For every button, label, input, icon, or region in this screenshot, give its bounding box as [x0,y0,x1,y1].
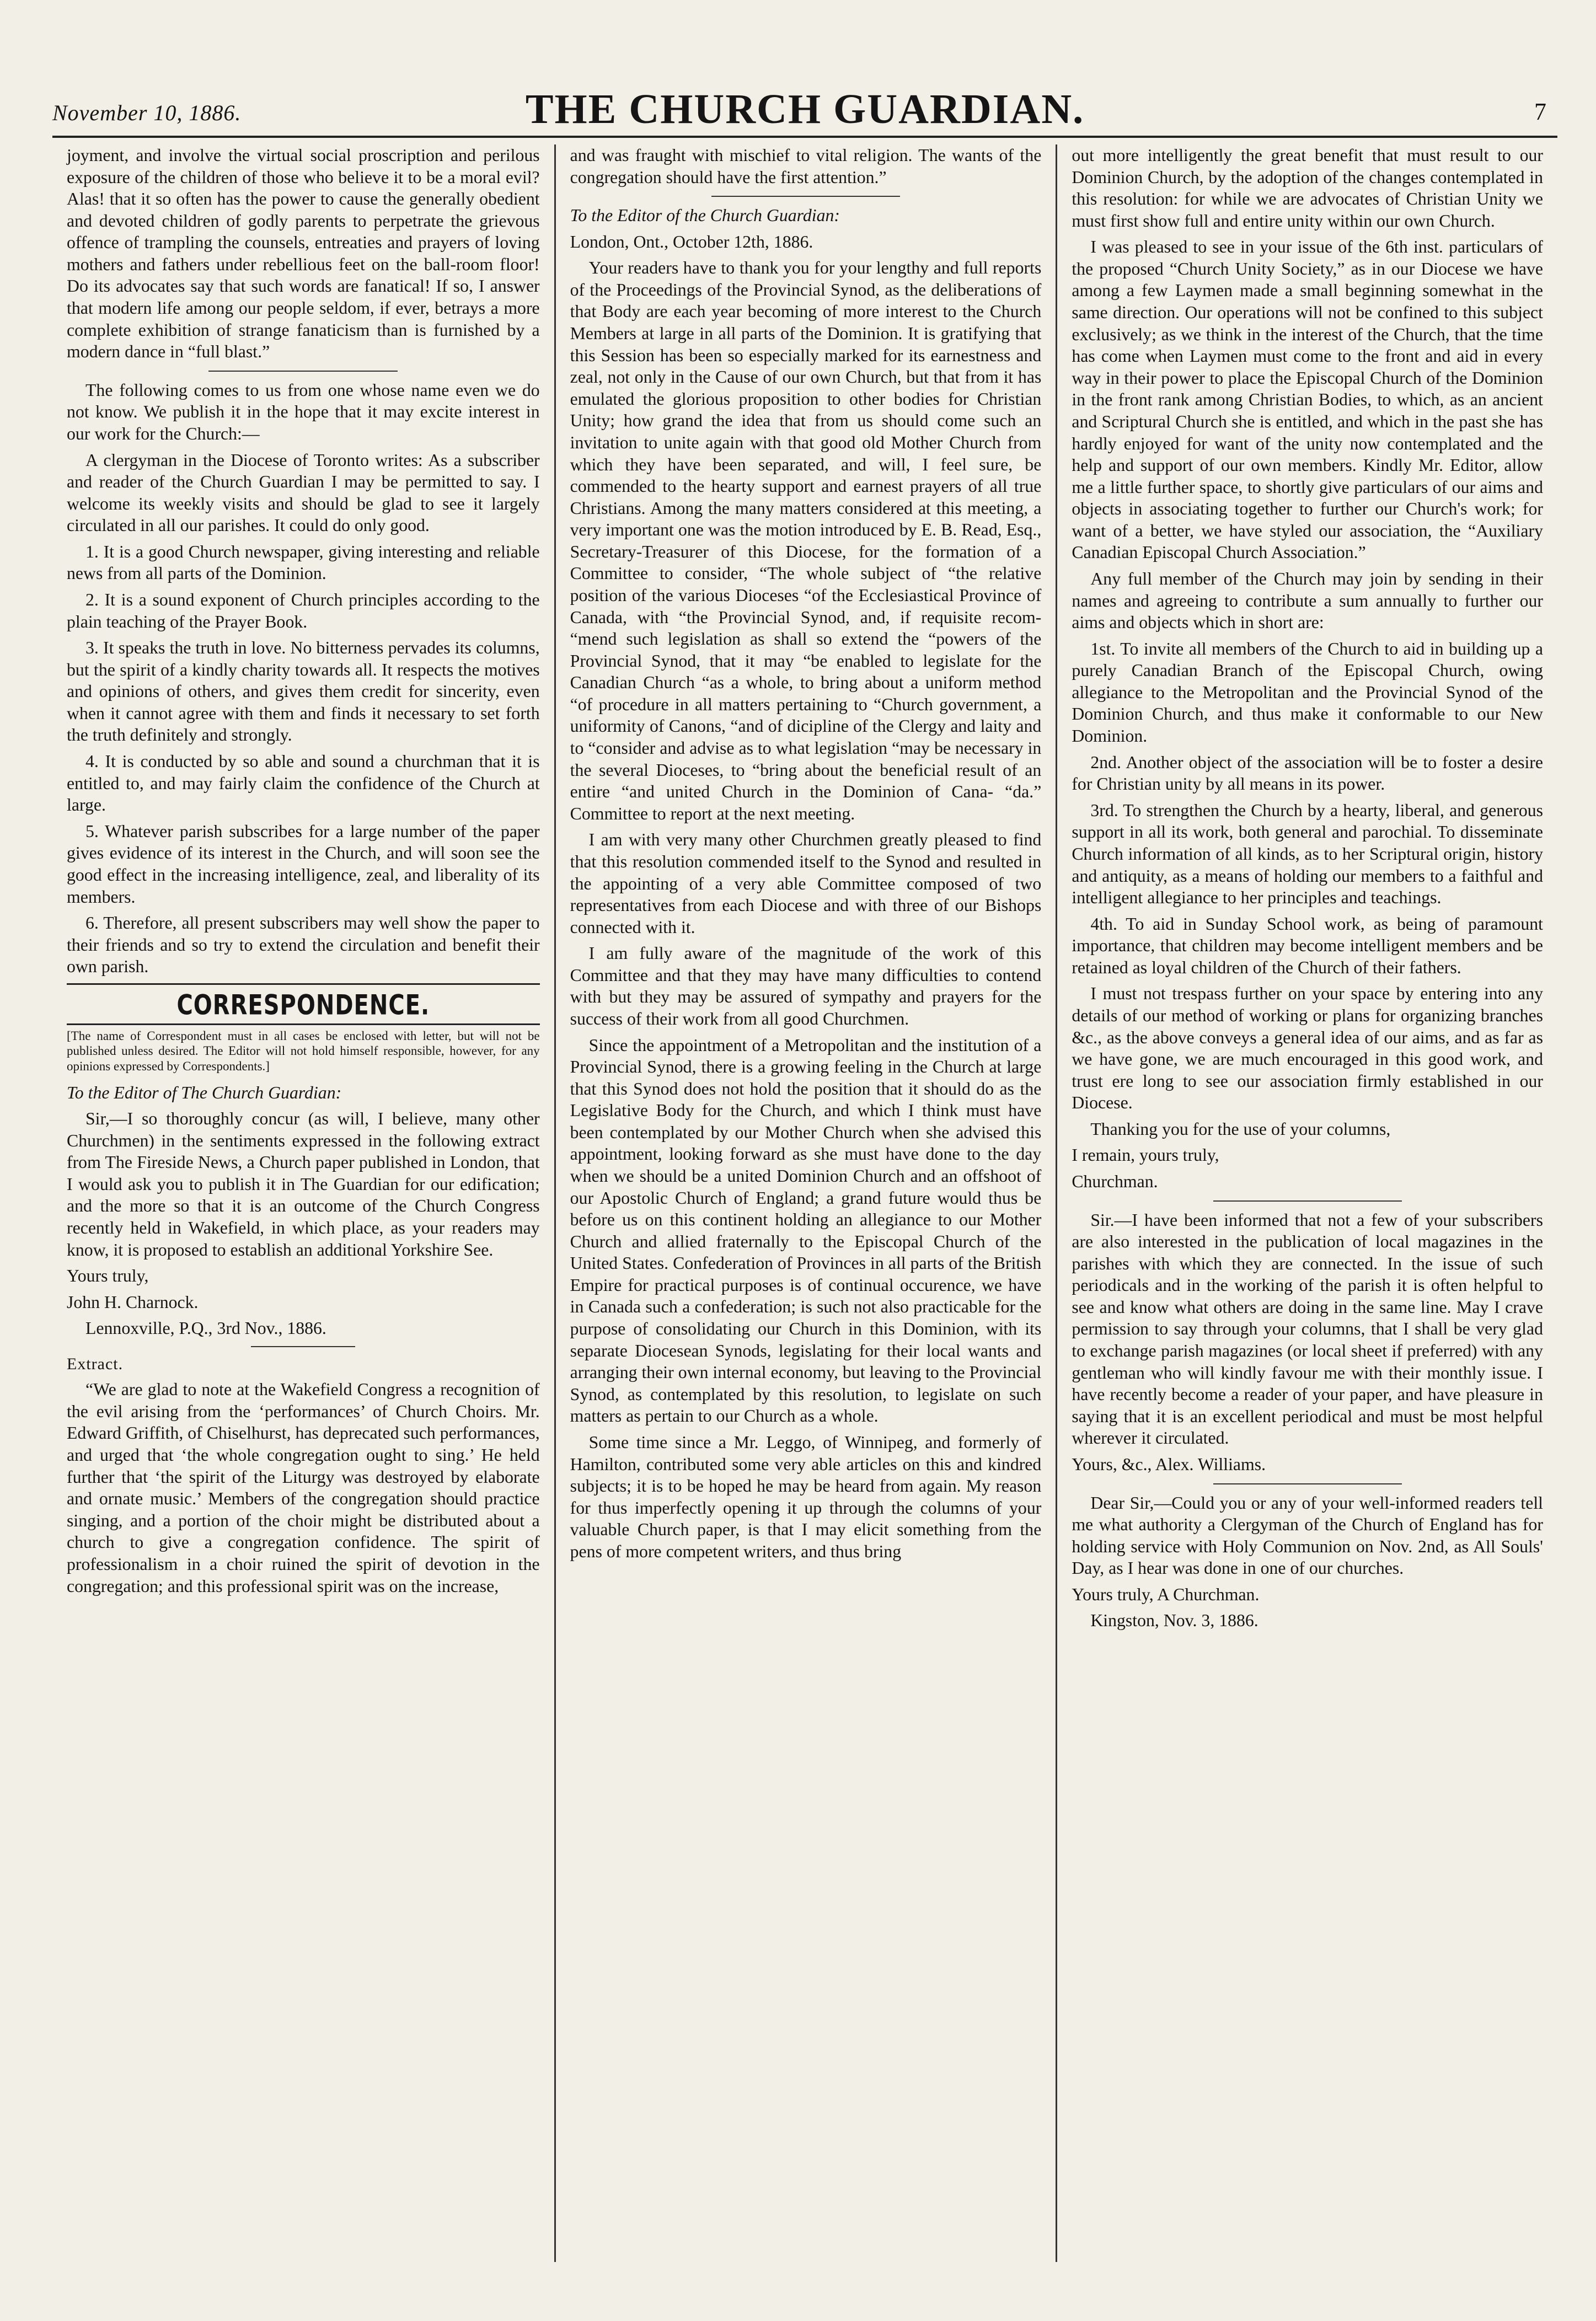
divider [1213,1483,1402,1484]
section-rule [67,983,540,985]
signature: Yours truly, A Churchman. [1072,1584,1260,1604]
paragraph: I am with very many other Churchmen greatly pleased to find that this resolution commended itself to the Synod and resulted in the appointing of a very able Committee composed of two representatives from each Diocese and with three of our Bishops connected with it. [570,830,1042,937]
paragraph: Sir.—I have been informed that not a few of your subscribers are also interested in the publication of local magazines in the parishes with which they are connected. In the issue of such periodicals and in the working of the parish it is often helpful to see and know what others are doing in the same line. May I crave permission to say through your columns, that I shall be very glad to exchange parish magazines (or local sheet if preferred) with any gentleman who will kindly favour me with their monthly issue. I have recently become a reader of your paper, and have pleasure in saying that it is an excellent periodical and must be most helpful wherever it circulated. [1072,1210,1543,1448]
column-3 [1056,144,1557,2262]
paragraph: “We are glad to note at the Wakefield Congress a recognition of the evil arising from the ‘performances’ of Church Choirs. Mr. Edward Griffith, of Chiselhurst, has deprecated such performances, and urged that ‘the whole congregation ought to sing.’ He held further that ‘the spirit of the Liturgy was destroyed by elaborate and ornate music.’ Members of the congregation should practice singing, and a portion of the choir might be distributed about a church to give a congregation confidence. The spirit of professionalism in a choir ruined the spirit of devotion in the congregation; and this professional spirit was on the increase, [67,1380,540,1596]
list-item: 3. It speaks the truth in love. No bitterness pervades its columns, but the spirit of a kindly charity towards all. It respects the motives and opinions of others, and gives them credit for sincerity, even when it cannot agree with them and finds it necessary to set forth the truth definitely and strongly. [67,638,540,745]
paragraph: A clergyman in the Diocese of Toronto writes: As a subscriber and reader of the Church Guardian I may be permitted to say. I welcome its weekly visits and should be glad to see it largely circulated in all our parishes. It could do only good. [67,450,540,535]
list-item: 2. It is a sound exponent of Church principles according to the plain teaching of the Prayer Book. [67,589,540,631]
list-item: 4th. To aid in Sunday School work, as being of paramount importance, that children may become intelligent members and be retained as loyal children of the Church of their fathers. [1072,914,1543,977]
newspaper-title: THE CHURCH GUARDIAN. [525,86,1085,132]
closing: I remain, yours truly, [1072,1145,1219,1165]
signature: Yours, &c., Alex. Williams. [1072,1454,1266,1474]
paragraph: Some time since a Mr. Leggo, of Winnipeg, and formerly of Hamilton, contributed some very able articles on this and kindred subjects; it is to be hoped he may be heard from again. My reason for thus imperfectly opening it up through the columns of your valuable Church paper, is that I may elicit something from the pens of more competent writers, and thus bring [570,1432,1042,1561]
paragraph: Any full member of the Church may join by sending in their names and agreeing to contribute a sum annually to further our aims and objects which in short are: [1072,569,1543,632]
issue-date: November 10, 1886. [52,100,242,125]
column-1 [52,144,554,2262]
list-item: 5. Whatever parish subscribes for a large number of the paper gives evidence of its interest in the Church, and will soon see the good effect in the increasing intelligence, zeal, and liberality of its members. [67,821,540,907]
letter-salutation: To the Editor of The Church Guardian: [67,1082,342,1102]
signature: John H. Charnock. [67,1292,199,1312]
closing: Thanking you for the use of your columns, [1090,1119,1391,1139]
extract-heading: Extract. [67,1354,124,1373]
column-grid [52,144,1557,2262]
paragraph: Your readers have to thank you for your lengthy and full reports of the Proceedings of the Provincial Synod, as the deliberations of that Body are each year becoming of more interest to the Church Members at large in all parts of the Dominion. It is gratifying that this Session has been so especially marked for its earnestness and zeal, not only in the Cause of our own Church, but that from it has emulated the glorious proposition to other bodies for Christian Unity; how grand the idea that from us should come such an invitation to unite again with that good old Mother Church from which they have been separated, and will, I feel sure, be commended to the hearty support and earnest prayers of all true Christians. Among the many matters considered at this meeting, a very important one was the motion introduced by E. B. Read, Esq., Secretary-Treasurer of this Diocese, for the formation of a Committee to consider, “The whole subject of “the relative position of the various Dioceses “of the Ecclesiastical Province of Canada, with “the Provincial Synod, and, if requisite recom- “mend such legislation as shall so extend the “powers of the Provincial Synod, that it may “be enabled to legislate for the Canadian Church “as a whole, to bring about a uniform method “of procedure in all matters pertaining to “Church government, a uniformity of Canons, “and of dicipline of the Clergy and laity and to “consider and advise as to what legislation “may be necessary in the several Dioceses, to “bring about the beneficial result of an entire “and united Church in the Dominion of Cana- “da.” Committee to report at the next meeting. [570,258,1042,823]
masthead [52,83,1557,136]
list-item: 4. It is conducted by so able and sound a churchman that it is entitled to, and may fairly claim the confidence of the Church at large. [67,752,540,815]
place-date: Lennoxville, P.Q., 3rd Nov., 1886. [85,1318,326,1338]
divider [251,1346,355,1347]
divider [208,371,398,372]
editorial-note: [The name of Correspondent must in all cases be enclosed with letter, but will not be published unless desired. The Editor will not hold himself responsible, however, for any opinions expressed by Correspondents.] [67,1028,540,1073]
list-item: 6. Therefore, all present subscribers may well show the paper to their friends and so try to extend the circulation and benefit their own parish. [67,913,540,977]
paragraph: out more intelligently the great benefit that must result to our Dominion Church, by the adoption of the changes contemplated in this resolution: for while we are advocates of Christian Unity we must first show full and entire unity within our own Church. [1072,146,1543,231]
masthead-rule [52,136,1557,138]
section-rule [67,1023,540,1025]
divider [711,196,900,197]
paragraph: joyment, and involve the virtual social proscription and perilous exposure of the children of those who believe it to be a moral evil? Alas! that it so often has the power to cause the generally obedient and devoted children of godly parents to perpetrate the grievous offence of trampling the counsels, entreaties and prayers of loving mothers and fathers under rebellious feet on the ball-room floor! Do its advocates say that such words are fanatical! If so, I answer that modern life among our people seldom, if ever, betrays a more complete exhibition of strange fanaticism than is furnished by a modern dance in “full blast.” [67,146,540,362]
list-item: 1. It is a good Church newspaper, giving interesting and reliable news from all parts of the Dominion. [67,542,540,583]
paragraph: The following comes to us from one whose name even we do not know. We publish it in the hope that it may excite interest in our work for the Church:— [67,380,540,443]
letter-salutation: To the Editor of the Church Guardian: [570,206,840,226]
list-item: 3rd. To strengthen the Church by a hearty, liberal, and generous support in all its work, both general and parochial. To disseminate Church information of all kinds, as to her Scriptural origin, history and antiquity, as a means of holding our members to a faithful and intelligent allegiance to her principles and teachings. [1072,800,1543,908]
paragraph: I was pleased to see in your issue of the 6th inst. particulars of the proposed “Church Unity Society,” as in our Diocese we have among a few Laymen made a small beginning somewhat in the same direction. Our operations will not be confined to this subject exclusively; as we think in the interest of the Church, that the time has come when Laymen must come to the front and aid in every way in their power to place the Episcopal Church of the Dominion in the front rank among Christian Bodies, to which, as an ancient and Scriptural Church she is entitled, and which in the past she has hardly enjoyed for want of the unity now contemplated and the help and support of our own members. Kindly Mr. Editor, allow me a little further space, to shortly give particulars of our aims and objects in associating together to further our Church's work; for want of a better, we have styled our association, the “Auxiliary Canadian Episcopal Church Association.” [1072,237,1543,562]
correspondence-heading: CORRESPONDENCE. [176,989,430,1021]
paragraph: and was fraught with mischief to vital religion. The wants of the congregation should have the first attention.” [570,146,1042,187]
signature: Churchman. [1072,1172,1158,1192]
paragraph: Sir,—I so thoroughly concur (as will, I believe, many other Churchmen) in the sentiments expressed in the following extract from The Fireside News, a Church paper published in London, that I would ask you to publish it in The Guardian for our edification; and the more so that it is an outcome of the Church Congress recently held in Wakefield, in which place, as your readers may know, it is proposed to establish an additional Yorkshire See. [67,1109,540,1259]
page-number: 7 [1534,98,1546,125]
paragraph: Dear Sir,—Could you or any of your well-informed readers tell me what authority a Clergyman of the Church of England has for holding service with Holy Communion on Nov. 2nd, as All Souls' Day, as I hear was done in one of our churches. [1072,1493,1543,1578]
closing: Yours truly, [67,1266,149,1286]
column-2 [554,144,1056,2262]
list-item: 2nd. Another object of the association will be to foster a desire for Christian unity by all means in its power. [1072,752,1543,794]
list-item: 1st. To invite all members of the Church to aid in building up a purely Canadian Branch of the Episcopal Church, owing allegiance to the Metropolitan and the Provincial Synod of the Dominion Church, and thus make it conformable to our New Dominion. [1072,639,1543,746]
paragraph: I am fully aware of the magnitude of the work of this Committee and that they may have many difficulties to contend with but they may be assured of sympathy and prayers for the success of their work from all good Churchmen. [570,944,1042,1028]
divider [1213,1200,1402,1202]
place-date: Kingston, Nov. 3, 1886. [1090,1611,1258,1631]
dateline: London, Ont., October 12th, 1886. [570,232,813,251]
paragraph: Since the appointment of a Metropolitan and the institution of a Provincial Synod, there is a growing feeling in the Church at large that this Synod does not hold the position that it should do as the Legislative Body for the Church, and which I think must have been contemplated by our Mother Church when she advised this appointment, looking forward as she must have done to the day when we should be a united Dominion Church and an offshoot of our Apostolic Church of England; a grand future would thus be before us on this continent holding an allegiance to our Mother Church and allied fraternally to the Episcopal Church of the United States. Confederation of Provinces in all parts of the British Empire for practical purposes is of continual occurence, we have in Canada such a confederation; is such not also practicable for the purpose of consolidating our Church in this Dominion, with its separate Diocesean Synods, legislating for their local wants and arranging their own internal economy, but leaving to the Provincial Synod, as contemplated by this resolution, to legislate on such matters as pertain to our Church as a whole. [570,1035,1042,1426]
paragraph: I must not trespass further on your space by entering into any details of our method of working or plans for organizing branches &c., as the above conveys a general idea of our aims, and as far as we have gone, we are much encouraged in this good work, and trust ere long to see our association firmly established in our Diocese. [1072,984,1543,1113]
